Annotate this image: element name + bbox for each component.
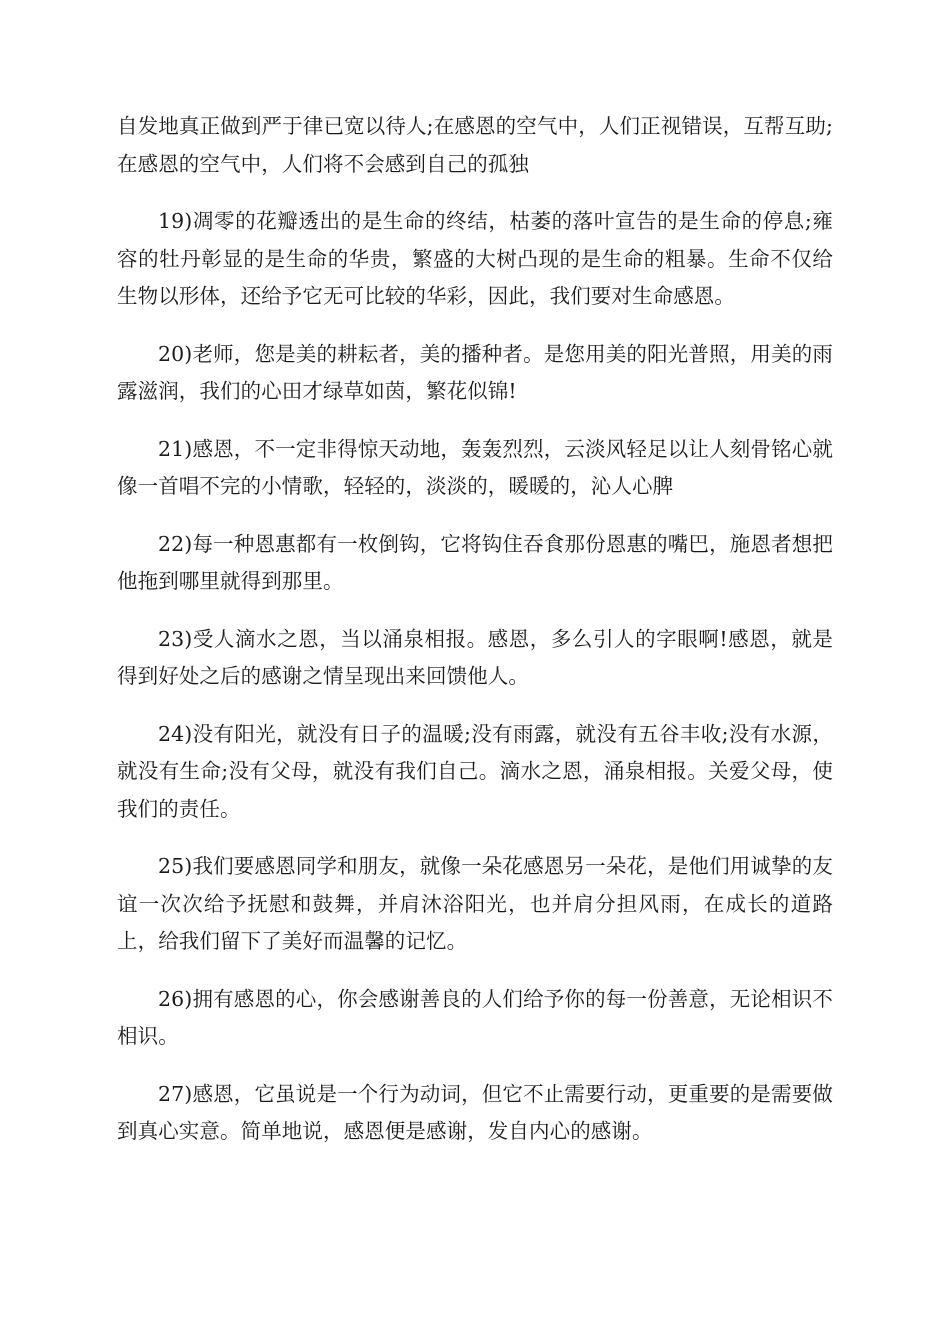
document-page	[117, 108, 833, 1151]
paragraph-25: 25)我们要感恩同学和朋友，就像一朵花感恩另一朵花，是他们用诚挚的友谊一次次给予抚慰和鼓舞，并肩沐浴阳光，也并肩分担风雨，在成长的道路上，给我们留下了美好而温馨的记忆。	[117, 854, 833, 953]
paragraph-21: 21)感恩，不一定非得惊天动地，轰轰烈烈，云淡风轻足以让人刻骨铭心就像一首唱不完的小情歌，轻轻的，淡淡的，暖暖的，沁人心脾	[117, 436, 833, 498]
paragraph-22: 22)每一种恩惠都有一枚倒钩，它将钩住吞食那份恩惠的嘴巴，施恩者想把他拖到哪里就得到那里。	[117, 531, 833, 593]
paragraph-continuation: 自发地真正做到严于律已宽以待人;在感恩的空气中，人们正视错误，互帮互助;在感恩的空气中，人们将不会感到自己的孤独	[117, 114, 833, 176]
paragraph-23: 23)受人滴水之恩，当以涌泉相报。感恩，多么引人的字眼啊!感恩，就是得到好处之后的感谢之情呈现出来回馈他人。	[117, 626, 833, 688]
paragraph-19: 19)凋零的花瓣透出的是生命的终结，枯萎的落叶宣告的是生命的停息;雍容的牡丹彰显的是生命的华贵，繁盛的大树凸现的是生命的粗暴。生命不仅给生物以形体，还给予它无可比较的华彩，因此，我们要对生命感恩。	[117, 209, 833, 308]
paragraph-20: 20)老师，您是美的耕耘者，美的播种者。是您用美的阳光普照，用美的雨露滋润，我们的心田才绿草如茵，繁花似锦!	[117, 341, 833, 403]
paragraph-27: 27)感恩，它虽说是一个行为动词，但它不止需要行动，更重要的是需要做到真心实意。简单地说，感恩便是感谢，发自内心的感谢。	[117, 1081, 833, 1143]
paragraph-24: 24)没有阳光，就没有日子的温暖;没有雨露，就没有五谷丰收;没有水源，就没有生命;没有父母，就没有我们自己。滴水之恩，涌泉相报。关爱父母，使我们的责任。	[117, 721, 833, 821]
paragraph-26: 26)拥有感恩的心，你会感谢善良的人们给予你的每一份善意，无论相识不相识。	[117, 986, 833, 1048]
